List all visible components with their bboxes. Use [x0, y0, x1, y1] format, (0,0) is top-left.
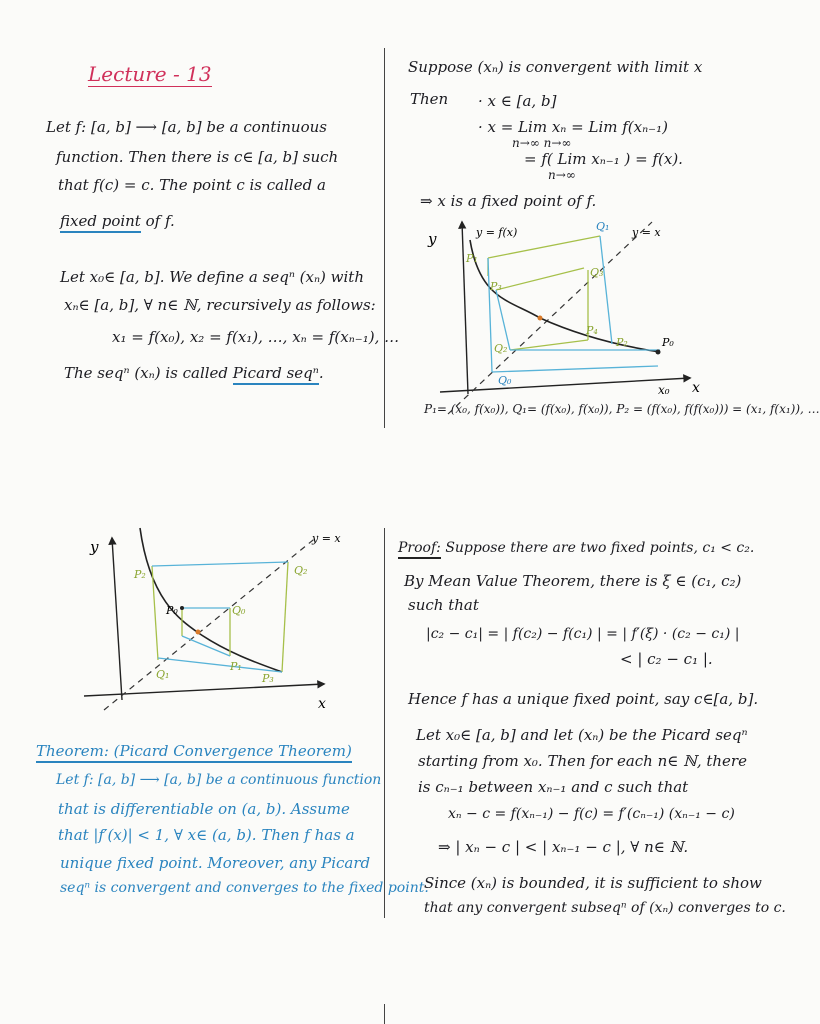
p2-line2: · x ∈ [a, b]	[478, 92, 557, 110]
fig2-pt-q0: Q₀	[232, 604, 246, 617]
theorem-line3: that |f′(x)| < 1, ∀ x∈ (a, b). Then f has a	[58, 826, 355, 844]
fig2-pt-p3: P₃	[262, 672, 274, 685]
theorem-title	[36, 742, 352, 760]
p1-line8-pre: The seqⁿ (xₙ) is called	[64, 364, 233, 382]
proof-line8: starting from x₀. Then for each n∈ ℕ, there	[418, 752, 747, 770]
fig2-x-axis	[84, 684, 324, 696]
lecture-title-text: Lecture - 13	[88, 62, 212, 86]
proof-line5: < | c₂ − c₁ |.	[620, 650, 713, 668]
fig1-pt-q3: Q₃	[590, 266, 604, 279]
fig2-curve	[140, 528, 282, 672]
fig1-pt-p2: P₂	[616, 336, 628, 349]
p1-line3: that f(c) = c. The point c is called a	[58, 176, 326, 194]
proof-line1	[398, 540, 754, 557]
proof-label: Proof:	[398, 540, 441, 559]
proof-line9: is cₙ₋₁ between xₙ₋₁ and c such that	[418, 778, 689, 796]
theorem-line2: that is differentiable on (a, b). Assume	[58, 800, 350, 818]
fig1-x0-label: x₀	[658, 383, 670, 397]
proof-line11: ⇒ | xₙ − c | < | xₙ₋₁ − c |, ∀ n∈ ℕ.	[438, 838, 689, 856]
fig2-y-axis	[112, 538, 122, 700]
fig2-x-label: x	[318, 696, 326, 712]
fig1-curve-label: y = f(x)	[476, 226, 518, 239]
p2-line4-sub: n→∞	[548, 168, 576, 182]
fig2-pt-q2: Q₂	[294, 564, 308, 577]
fig1-x-axis	[440, 378, 690, 392]
p2-line1: Suppose (xₙ) is convergent with limit x	[408, 58, 703, 76]
proof-line4: |c₂ − c₁| = | f(c₂) − f(c₁) | = | f′(ξ) · (c₂ − c₁) |	[426, 626, 740, 642]
fig1-pt-p1: P₁	[466, 252, 478, 265]
p1-line6: xₙ∈ [a, b], ∀ n∈ ℕ, recursively as follows:	[64, 296, 376, 314]
p2-bottom-formula: P₁= (x₀, f(x₀)), Q₁= (f(x₀), f(x₀)), P₂ = (f(x₀), f(f(x₀))) = (x₁, f(x₁)), …	[424, 402, 820, 416]
fig1-y-label: y	[428, 230, 437, 248]
fig1-pt-p3: P₃	[490, 280, 502, 293]
proof-line12: Since (xₙ) is bounded, it is sufficient to show	[424, 874, 762, 892]
proof-line2: By Mean Value Theorem, there is ξ ∈ (c₁, c₂)	[404, 572, 742, 590]
fig2-pt-p2: P₂	[134, 568, 146, 581]
theorem-line1: Let f: [a, b] ⟶ [a, b] be a continuous function	[56, 772, 382, 788]
proof-line10: xₙ − c = f(xₙ₋₁) − f(c) = f′(cₙ₋₁) (xₙ₋₁ − c)	[448, 806, 735, 822]
fig1-pt-p0: P₀	[662, 336, 674, 349]
fig1-pt-q0: Q₀	[498, 374, 512, 387]
fig1-x-label: x	[692, 380, 700, 396]
fig1-pt-q2: Q₂	[494, 342, 508, 355]
fig2-pt-q1: Q₁	[156, 668, 170, 681]
fig2-diag-label: y = x	[312, 532, 341, 545]
p1-line7: x₁ = f(x₀), x₂ = f(x₁), …, xₙ = f(xₙ₋₁), …	[112, 328, 400, 346]
fig2-pt-p0: P₀	[166, 604, 178, 617]
fig2-y-label: y	[90, 538, 99, 556]
p1-line4-post: of f.	[140, 212, 175, 230]
proof-line13: that any convergent subseqⁿ of (xₙ) converges to c.	[424, 900, 786, 916]
p2-then: Then	[410, 90, 449, 108]
p2-line5: ⇒ x is a fixed point of f.	[420, 192, 597, 210]
fig2-pt-p1: P₁	[230, 660, 242, 673]
proof-line1-text: Suppose there are two fixed points, c₁ < c₂.	[440, 540, 755, 556]
p2-line3: · x = Lim xₙ = Lim f(xₙ₋₁)	[478, 118, 668, 136]
proof-line7: Let x₀∈ [a, b] and let (xₙ) be the Picard seqⁿ	[416, 726, 748, 744]
p1-line1: Let f: [a, b] ⟶ [a, b] be a continuous	[46, 118, 327, 136]
theorem-line5: seqⁿ is convergent and converges to the fixed point.	[60, 880, 429, 896]
proof-line6: Hence f has a unique fixed point, say c∈[a, b].	[408, 690, 759, 708]
p2-line4: = f( Lim xₙ₋₁ ) = f(x).	[524, 150, 683, 168]
p1-line2: function. Then there is c∈ [a, b] such	[56, 148, 339, 166]
theorem-line4: unique fixed point. Moreover, any Picard	[60, 854, 371, 872]
fig1-y-axis	[462, 222, 468, 394]
fig1-diag-label: y = x	[632, 226, 661, 239]
picard-seq-term: Picard seqⁿ	[233, 364, 319, 385]
fig1-curve	[470, 240, 660, 352]
proof-line3: such that	[408, 596, 479, 614]
theorem-title-text: Theorem: (Picard Convergence Theorem)	[36, 742, 352, 763]
fig1-pt-p4: P₄	[586, 324, 598, 337]
p1-line8-post: .	[318, 364, 324, 382]
fixed-point-term: fixed point	[60, 212, 141, 233]
p1-line5: Let x₀∈ [a, b]. We define a seqⁿ (xₙ) with	[60, 268, 364, 286]
fig1-pt-q1: Q₁	[596, 220, 610, 233]
p2-line3-sub: n→∞ n→∞	[512, 136, 572, 150]
